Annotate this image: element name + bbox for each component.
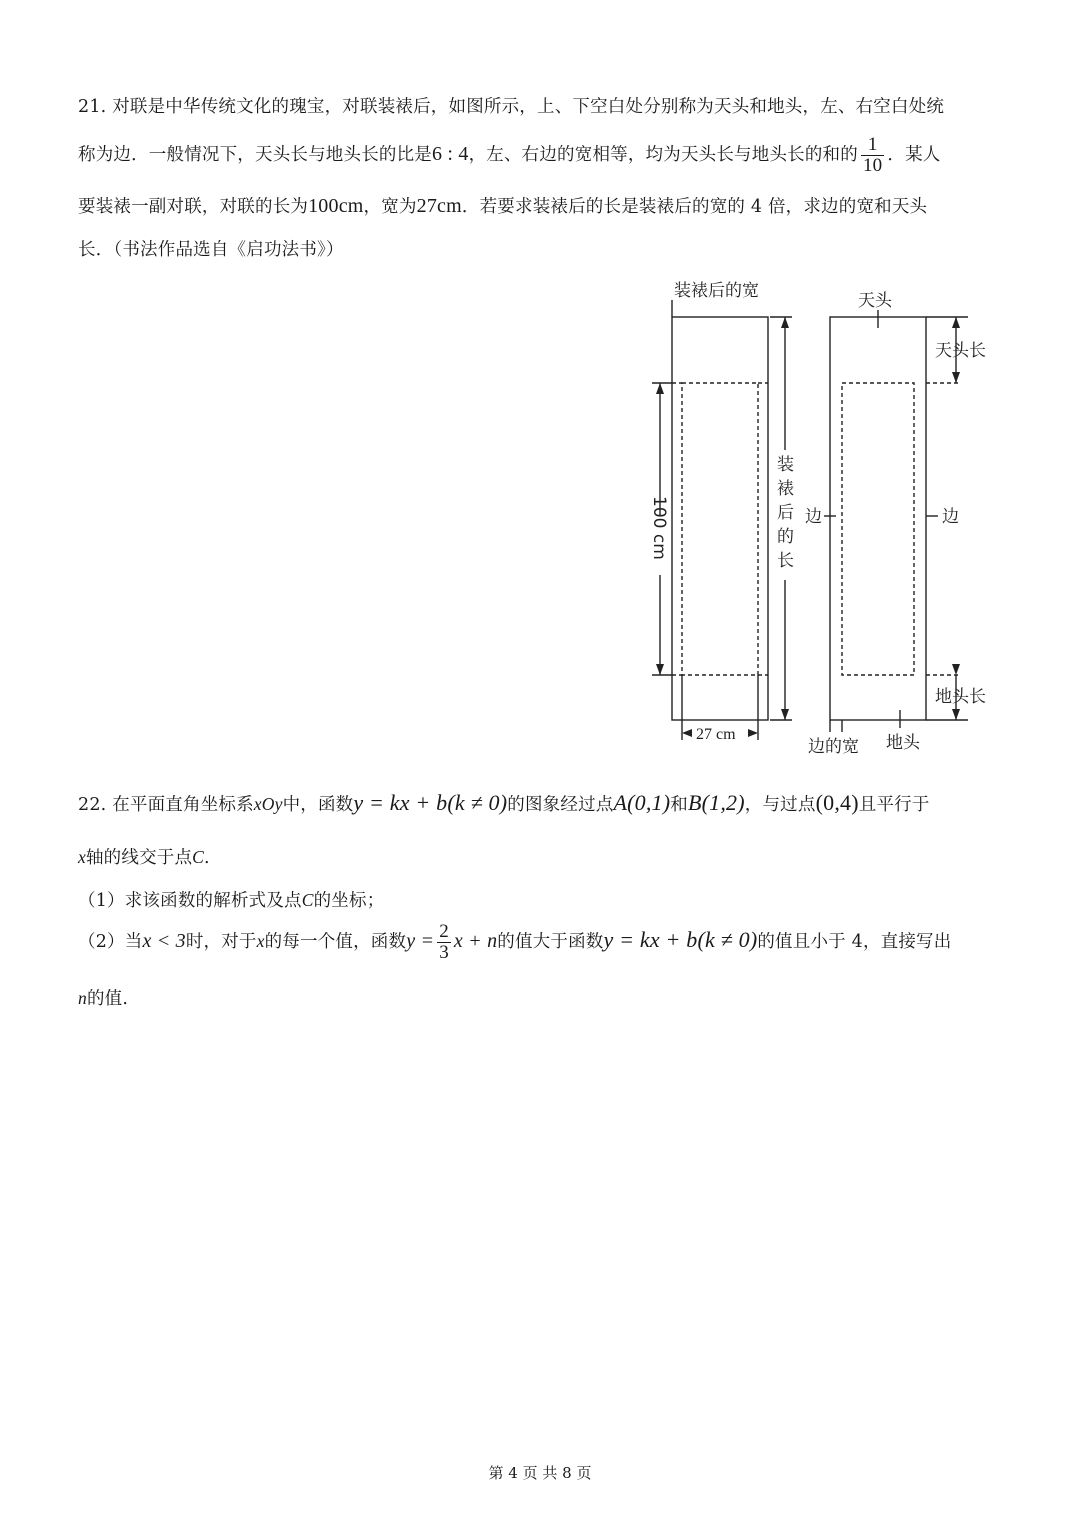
condition-x-lt-3: x < 3	[142, 929, 186, 952]
q21-text-4: 长．（书法作品选自《启功法书》）	[78, 240, 344, 260]
label-tiantou: 天头	[858, 291, 892, 311]
point-a: A(0,1)	[613, 790, 671, 815]
q22-part2-text-b: 时，对于	[185, 931, 257, 952]
right-couplet-dashed	[842, 383, 914, 675]
q21-text-3a: 要装裱一副对联，对联的长为	[78, 197, 309, 217]
label-ditou: 地头	[886, 733, 920, 753]
q21-text-2c: ．某人	[887, 144, 941, 165]
left-couplet-dashed	[682, 383, 758, 675]
fraction-numerator: 2	[439, 921, 449, 942]
q21-text-1: 21. 对联是中华传统文化的瑰宝，对联装裱后，如图所示，上、下空白处分别称为天头和地头，左、右空白处统	[78, 97, 945, 117]
q21-line-1	[78, 93, 944, 118]
q21-text-2b: ，左、右边的宽相等，均为天头长与地头长的和的	[468, 144, 858, 165]
q22-line-1	[78, 790, 930, 816]
label-tiantou-length: 天头长	[935, 341, 986, 361]
couplet-mounting-diagram	[630, 270, 1030, 770]
function-tail: x + n	[453, 929, 498, 952]
q22-part2-text-f: 的值.	[86, 989, 129, 1009]
q21-line-2	[78, 135, 940, 176]
point-0-4: (0,4)	[815, 790, 859, 815]
q21-text-3b: ，宽为	[363, 197, 417, 217]
q22-text-1d: 和	[670, 795, 688, 815]
q22-line-2	[78, 844, 210, 869]
label-bian-right: 边	[942, 507, 959, 527]
xoy-symbol: xOy	[253, 794, 283, 814]
point-c: C	[192, 847, 205, 867]
q21-line-4	[78, 236, 344, 261]
label-100cm: 100 cm	[649, 496, 669, 560]
label-bian-width: 边的宽	[808, 737, 859, 757]
q22-text-1f: 且平行于	[858, 795, 930, 815]
point-c-ref: C	[301, 890, 314, 910]
q22-part-1	[78, 887, 384, 912]
label-length-char-5: 长	[777, 551, 794, 571]
q22-part-2-cont	[78, 985, 128, 1010]
linear-function-ref: y = kx + b(k ≠ 0)	[603, 926, 758, 952]
q22-text-2d: .	[204, 848, 210, 868]
linear-function: y = kx + b(k ≠ 0)	[353, 790, 508, 815]
q22-text-1a: 22. 在平面直角坐标系	[78, 795, 254, 815]
label-length-char-2: 裱	[777, 479, 794, 499]
fraction-one-tenth	[861, 135, 884, 176]
q22-text-2b: 轴的线交于点	[85, 848, 193, 868]
q22-text-1b: 中，函数	[282, 795, 354, 815]
q21-text-2a: 称为边．一般情况下，天头长与地头长的比是	[78, 144, 432, 165]
q21-text-3c: ．若要求装裱后的长是装裱后的宽的 4 倍，求边的宽和天头	[461, 197, 928, 217]
q22-text-1c: 的图象经过点	[507, 795, 614, 815]
q22-part2-text-d: 的值大于函数	[497, 931, 604, 952]
label-length-char-4: 的	[777, 527, 794, 547]
q21-line-3	[78, 193, 927, 218]
q22-part1-text-b: 的坐标；	[313, 891, 385, 911]
q22-part2-text-a: （2）当	[78, 931, 143, 952]
x-variable: x	[78, 847, 86, 867]
left-scroll-outline	[672, 317, 768, 720]
x-ref: x	[256, 930, 265, 951]
label-27cm: 27 cm	[696, 726, 736, 743]
couplet-length: 100cm	[308, 195, 364, 217]
label-width-after-mounting: 装裱后的宽	[674, 281, 759, 301]
q22-part-2	[78, 922, 951, 963]
label-length-char-3: 后	[777, 503, 794, 523]
fraction-denominator: 10	[862, 154, 883, 176]
ratio-value: 6 : 4	[432, 142, 469, 165]
right-scroll-outline	[830, 317, 926, 720]
fraction-denominator: 3	[439, 941, 449, 963]
label-ditou-length: 地头长	[935, 687, 986, 707]
function-y-eq: y =	[406, 929, 435, 952]
couplet-width: 27cm	[416, 195, 462, 217]
fraction-numerator: 1	[861, 135, 884, 156]
label-bian-left: 边	[805, 507, 822, 527]
q22-part1-text-a: （1）求该函数的解析式及点	[78, 891, 302, 911]
fraction-two-thirds	[437, 922, 451, 963]
point-b: B(1,2)	[687, 790, 745, 815]
q22-part2-text-e: 的值且小于 4，直接写出	[757, 931, 952, 952]
label-length-after-mounting	[777, 455, 794, 571]
label-length-char-1: 装	[777, 455, 794, 475]
q22-part2-text-c: 的每一个值，函数	[264, 931, 407, 952]
q22-text-1e: ，与过点	[744, 795, 816, 815]
page-footer: 第 4 页 共 8 页	[488, 1464, 592, 1482]
n-variable: n	[78, 988, 87, 1008]
